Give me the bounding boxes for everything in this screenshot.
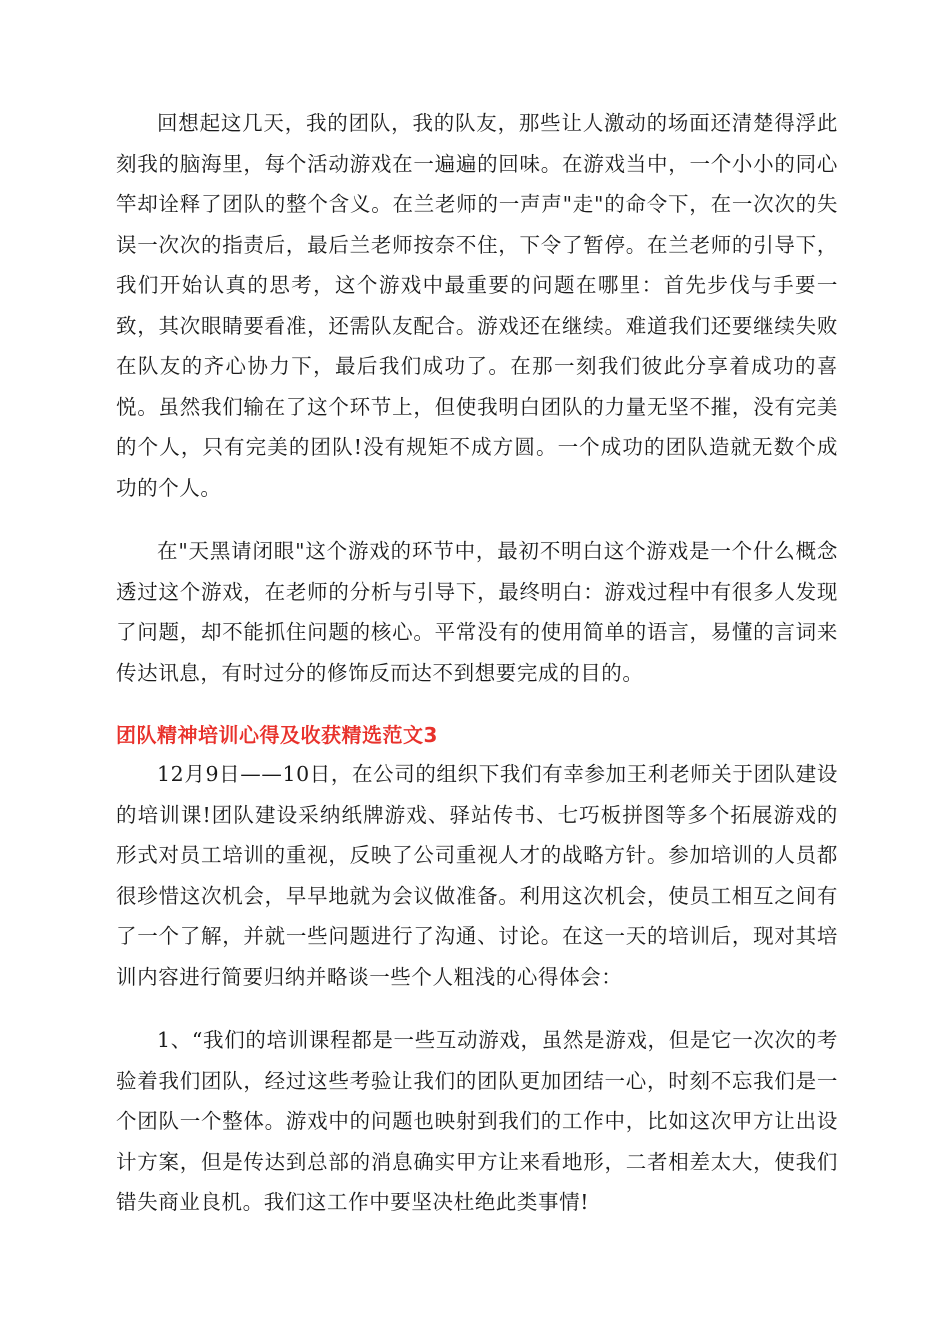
paragraph-point-one: 1、“我们的培训课程都是一些互动游戏，虽然是游戏，但是它一次次的考验着我们团队，经过这些考验让我们的团队更加团结一心，时刻不忘我们是一个团队一个整体。游戏中的问题也映射到我们的工作中，比如这次甲方让出设计方案，但是传达到总部的消息确实甲方让来看地形，二者相差太大，使我们错失商业良机。我们这工作中要坚决杜绝此类事情! (116, 1028, 838, 1214)
paragraph-spacer (116, 508, 838, 531)
paragraph-spacer (116, 693, 838, 716)
paragraph-team-recollection: 回想起这几天，我的团队，我的队友，那些让人激动的场面还清楚得浮此刻我的脑海里，每个活动游戏在一遍遍的回味。在游戏当中，一个小小的同心竿却诠释了团队的整个含义。在兰老师的一声声"走"的命令下，在一次次的失误一次次的指责后，最后兰老师按奈不住，下令了暂停。在兰老师的引导下，我们开始认真的思考，这个游戏中最重要的问题在哪里：首先步伐与手要一致，其次眼睛要看准，还需队友配合。游戏还在继续。难道我们还要继续失败在队友的齐心协力下，最后我们成功了。在那一刻我们彼此分享着成功的喜悦。虽然我们输在了这个环节上，但使我明白团队的力量无坚不摧，没有完美的个人，只有完美的团队!没有规矩不成方圆。一个成功的团队造就无数个成功的个人。 (116, 111, 838, 500)
paragraph-training-intro: 12月9日——10日，在公司的组织下我们有幸参加王利老师关于团队建设的培训课!团队建设采纳纸牌游戏、驿站传书、七巧板拼图等多个拓展游戏的形式对员工培训的重视，反映了公司重视人才的战略方针。参加培训的人员都很珍惜这次机会，早早地就为会议做准备。利用这次机会，使员工相互之间有了一个了解，并就一些问题进行了沟通、讨论。在这一天的培训后，现对其培训内容进行简要归纳并略谈一些个人粗浅的心得体会： (116, 762, 838, 989)
section-heading: 团队精神培训心得及收获精选范文3 (116, 723, 438, 747)
document-body (116, 103, 838, 1223)
paragraph-night-game: 在"天黑请闭眼"这个游戏的环节中，最初不明白这个游戏是一个什么概念透过这个游戏，在老师的分析与引导下，最终明白：游戏过程中有很多人发现了问题，却不能抓住问题的核心。平常没有的使用简单的语言，易懂的言词来传达讯息，有时过分的修饰反而达不到想要完成的目的。 (116, 539, 838, 685)
paragraph-spacer (116, 997, 838, 1020)
